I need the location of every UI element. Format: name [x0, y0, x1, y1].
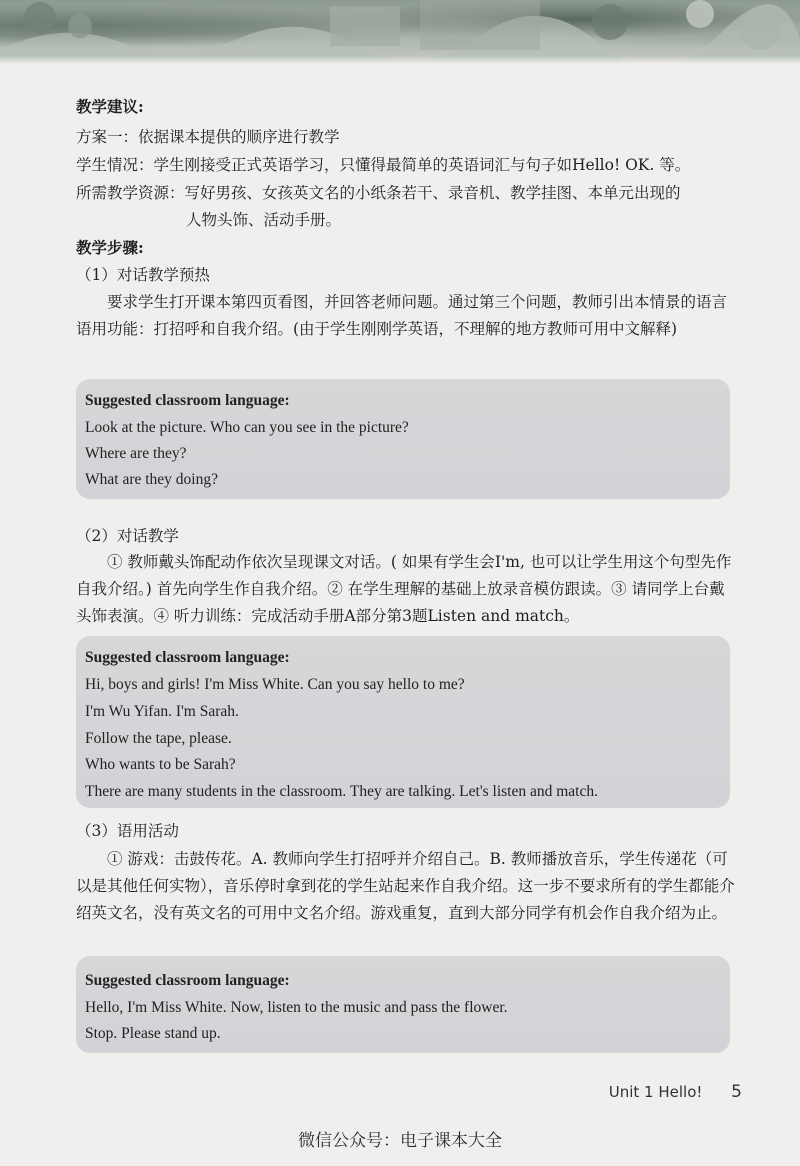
step3-title: （3）语用活动 — [76, 822, 179, 840]
watermark-text: 微信公众号：电子课本大全 — [298, 1131, 502, 1151]
heading-teaching-steps: 教学步骤: — [76, 238, 144, 257]
box1-line: Where are they? — [85, 445, 187, 462]
suggested-language-box-3 — [76, 956, 730, 1053]
header-banner-illustration — [0, 0, 800, 64]
suggested-language-box-1 — [76, 379, 730, 499]
box2-line: Follow the tape, please. — [85, 730, 232, 747]
page-number: 5 — [731, 1082, 742, 1102]
step1-paragraph: 要求学生打开课本第四页看图，并回答老师问题。通过第三个问题，教师引出本情景的语言语用功能：打招呼和自我介绍。(由于学生刚刚学英语，不理解的地方教师可用中文解释) — [76, 293, 728, 338]
page-footer — [609, 1082, 742, 1102]
student-situation: 学生情况：学生刚接受正式英语学习，只懂得最简单的英语词汇与句子如Hello! OK. 等。 — [76, 156, 691, 174]
step1-title: （1）对话教学预热 — [76, 266, 210, 284]
box3-line: Stop. Please stand up. — [85, 1025, 221, 1042]
plan-one: 方案一：依据课本提供的顺序进行教学 — [76, 128, 340, 146]
box2-line: There are many students in the classroom. They are talking. Let's listen and match. — [85, 783, 598, 800]
heading-teaching-suggestions: 教学建议: — [76, 97, 144, 116]
box2-line: Who wants to be Sarah? — [85, 756, 236, 773]
step3-paragraph: ① 游戏：击鼓传花。A. 教师向学生打招呼并介绍自己。B. 教师播放音乐，学生传递花（可以是其他任何实物），音乐停时拿到花的学生站起来作自我介绍。这一步不要求所有的学生都能介绍英文名，没有英文名的可用中文名介绍。游戏重复，直到大部分同学有机会作自我介绍为止。 — [76, 850, 735, 922]
box1-line: Look at the picture. Who can you see in the picture? — [85, 419, 409, 436]
box2-header: Suggested classroom language: — [85, 649, 290, 666]
step2-title: （2）对话教学 — [76, 527, 179, 545]
box3-line: Hello, I'm Miss White. Now, listen to the music and pass the flower. — [85, 999, 508, 1016]
box2-line: I'm Wu Yifan. I'm Sarah. — [85, 703, 239, 720]
box1-header: Suggested classroom language: — [85, 392, 290, 409]
step2-paragraph: ① 教师戴头饰配动作依次呈现课文对话。( 如果有学生会I'm, 也可以让学生用这个句型先作自我介绍。) 首先向学生作自我介绍。② 在学生理解的基础上放录音模仿跟读。③ 请同学上台戴头饰表演。④ 听力训练：完成活动手册A部分第3题Listen and match。 — [76, 553, 732, 625]
unit-label: Unit 1 Hello! — [608, 1083, 703, 1101]
box2-line: Hi, boys and girls! I'm Miss White. Can you say hello to me? — [85, 676, 465, 693]
box3-header: Suggested classroom language: — [85, 972, 290, 989]
resources-line-1: 所需教学资源：写好男孩、女孩英文名的小纸条若干、录音机、教学挂图、本单元出现的 — [76, 184, 681, 202]
resources-line-2: 人物头饰、活动手册。 — [186, 211, 342, 229]
box1-line: What are they doing? — [85, 471, 218, 488]
suggested-language-box-2 — [76, 636, 730, 808]
